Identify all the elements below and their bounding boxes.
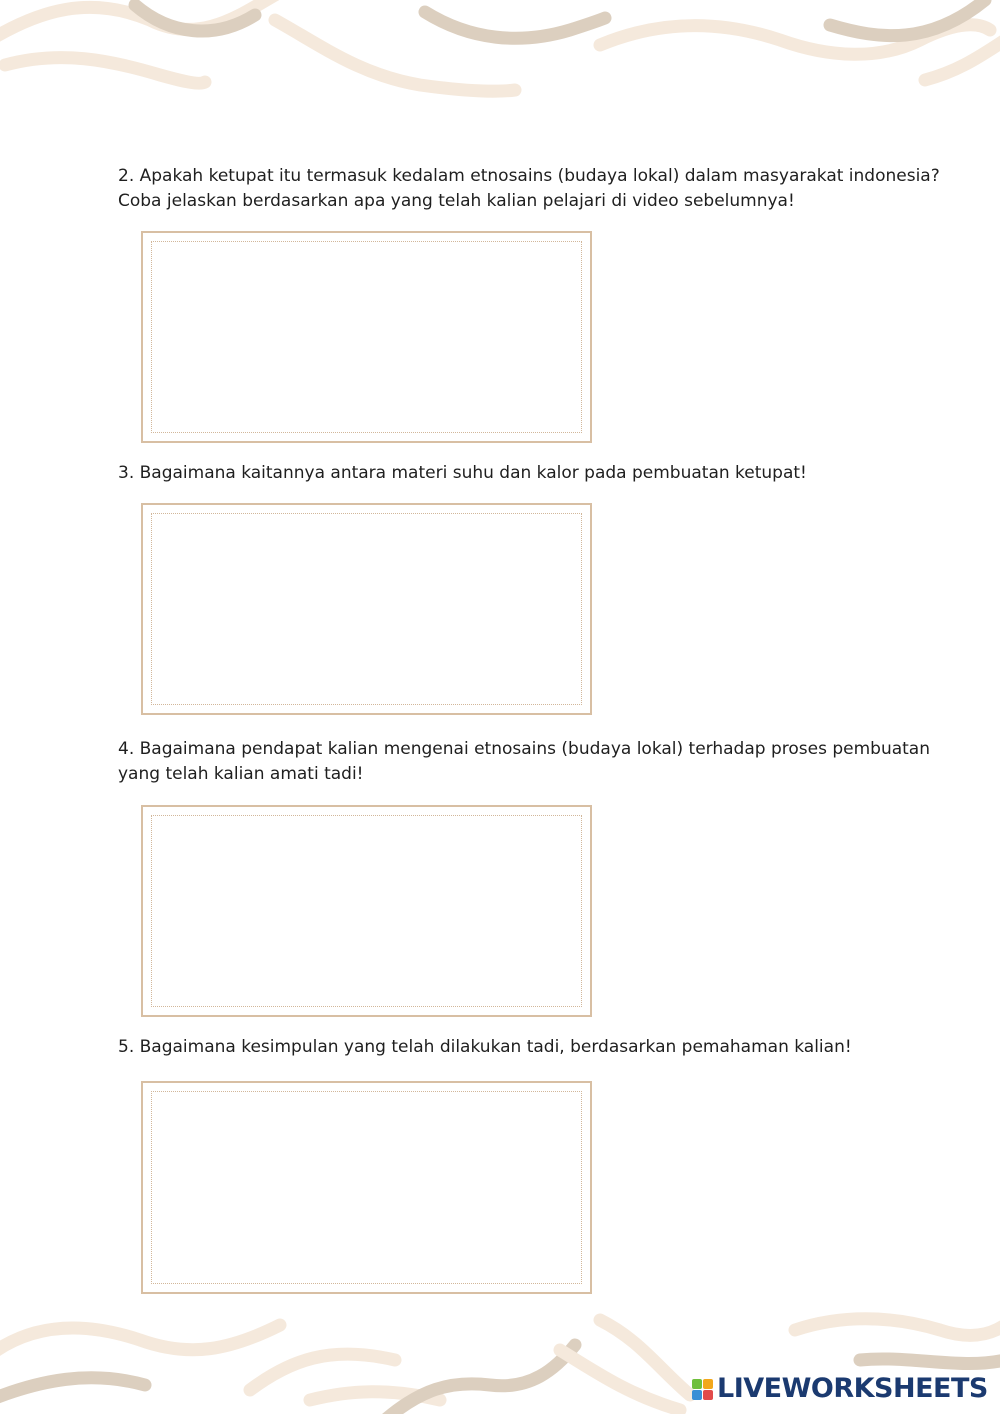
question-2-text: 2. Apakah ketupat itu termasuk kedalam etnosains (budaya lokal) dalam masyarakat indonesia? Coba jelaskan berdasarkan apa yang telah kalian pelajari di video sebelumnya! (118, 166, 940, 211)
answer-box-inner-border (151, 815, 582, 1007)
answer-box-inner-border (151, 513, 582, 705)
question-5-text: 5. Bagaimana kesimpulan yang telah dilakukan tadi, berdasarkan pemahaman kalian! (118, 1037, 852, 1057)
answer-box-question-2[interactable] (141, 231, 592, 443)
answer-box-question-5[interactable] (141, 1081, 592, 1294)
answer-box-inner-border (151, 241, 582, 433)
top-wave-decoration (0, 0, 1000, 110)
answer-box-inner-border (151, 1091, 582, 1284)
liveworksheets-logo-text: LIVEWORKSHEETS (717, 1373, 988, 1404)
answer-box-question-3[interactable] (141, 503, 592, 715)
question-3-text: 3. Bagaimana kaitannya antara materi suhu dan kalor pada pembuatan ketupat! (118, 463, 807, 483)
question-4-text: 4. Bagaimana pendapat kalian mengenai etnosains (budaya lokal) terhadap proses pembuatan yang telah kalian amati tadi! (118, 739, 930, 784)
answer-box-question-4[interactable] (141, 805, 592, 1017)
liveworksheets-brand (692, 1372, 988, 1406)
liveworksheets-logo-icon (692, 1379, 713, 1400)
